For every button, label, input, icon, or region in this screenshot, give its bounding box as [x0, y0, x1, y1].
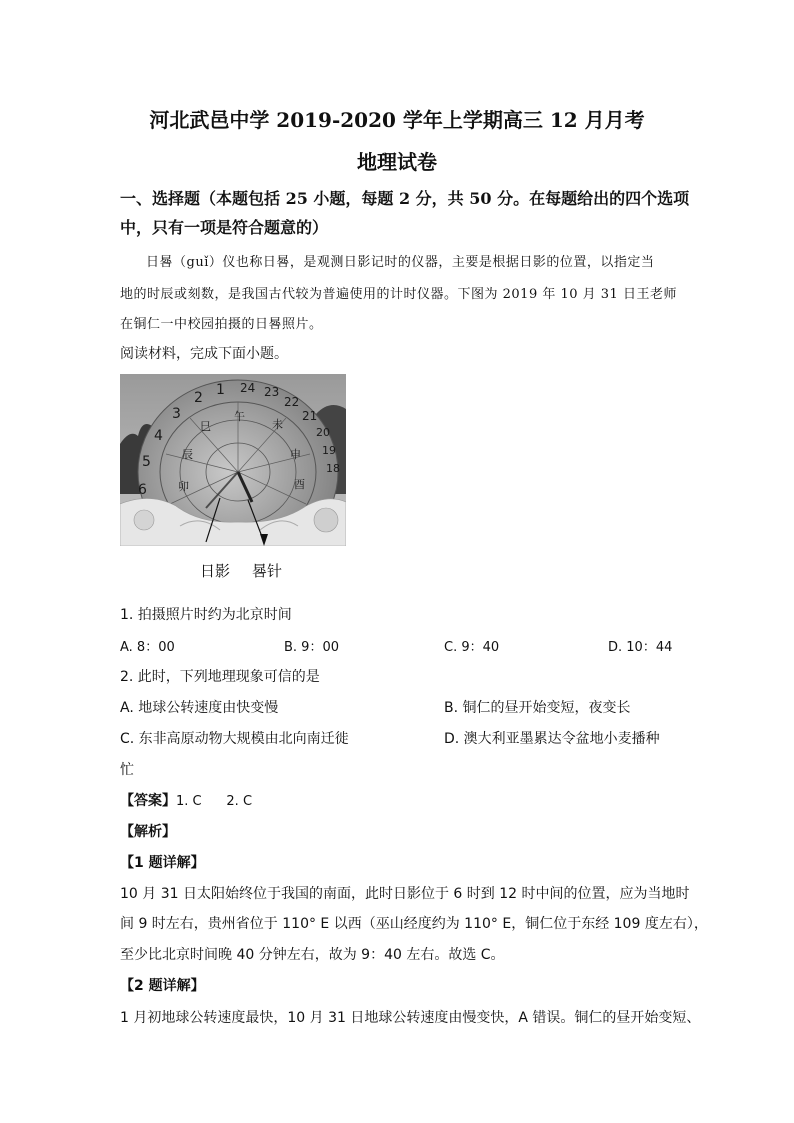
- zodiac-wei: 未: [272, 418, 283, 431]
- intro-line-2: 地的时辰或刻数，是我国古代较为普遍使用的计时仪器。下图为 2019 年 10 月 31 日王老师: [120, 287, 677, 302]
- q2-option-d: D. 澳大利亚墨累达令盆地小麦播种: [444, 731, 660, 747]
- intro-line-3: 在铜仁一中校园拍摄的日晷照片。: [120, 317, 323, 332]
- detail-2-tag: 【2 题详解】: [120, 978, 205, 994]
- hour-1: 1: [216, 382, 225, 398]
- section-heading-line2: 中，只有一项是符合题意的）: [120, 218, 329, 237]
- zodiac-you: 酉: [294, 478, 305, 491]
- zodiac-wu: 午: [234, 410, 245, 423]
- hour-23: 23: [264, 385, 280, 399]
- q2-option-b: B. 铜仁的昼开始变短，夜变长: [444, 700, 631, 716]
- exam-title: 河北武邑中学 2019-2020 学年上学期高三 12 月月考: [149, 108, 645, 132]
- detail-1-tag: 【1 题详解】: [120, 855, 205, 871]
- q2-option-c: C. 东非高原动物大规模由北向南迁徙: [120, 731, 349, 747]
- q2-option-a: A. 地球公转速度由快变慢: [120, 700, 279, 716]
- q2-option-d-wrap: 忙: [120, 762, 134, 778]
- hour-24: 24: [240, 381, 256, 395]
- answer-text: 1. C 2. C: [176, 794, 253, 809]
- hour-4: 4: [154, 428, 163, 444]
- q1-option-d: D. 10：44: [608, 640, 673, 655]
- hour-22: 22: [284, 395, 300, 409]
- sundial-photo: [120, 374, 346, 546]
- intro-line-1: 日晷（guǐ）仪也称日晷，是观测日影记时的仪器，主要是根据日影的位置，以指定当: [146, 255, 655, 270]
- q1-option-a: A. 8：00: [120, 640, 175, 655]
- hour-5: 5: [142, 454, 151, 470]
- zodiac-si: 巳: [200, 420, 211, 433]
- section-heading-line1: 一、选择题（本题包括 25 小题，每题 2 分，共 50 分。在每题给出的四个选项: [120, 189, 690, 208]
- detail-1-line-3: 至少比北京时间晚 40 分钟左右，故为 9：40 左右。故选 C。: [120, 947, 505, 963]
- zodiac-mao: 卯: [178, 480, 189, 493]
- hour-20: 20: [316, 426, 330, 439]
- question-1-stem: 1. 拍摄照片时约为北京时间: [120, 607, 292, 623]
- hour-18: 18: [326, 462, 340, 475]
- zodiac-chen: 辰: [182, 448, 193, 461]
- zodiac-shen: 申: [290, 448, 301, 461]
- read-prompt: 阅读材料，完成下面小题。: [120, 346, 288, 362]
- hour-3: 3: [172, 406, 181, 422]
- label-shadow: 日影: [200, 562, 231, 580]
- hour-2: 2: [194, 390, 203, 406]
- question-2-stem: 2. 此时，下列地理现象可信的是: [120, 669, 320, 685]
- q1-option-c: C. 9：40: [444, 640, 500, 655]
- exam-subtitle: 地理试卷: [357, 150, 437, 174]
- detail-2-line-1: 1 月初地球公转速度最快，10 月 31 日地球公转速度由慢变快，A 错误。铜仁的昼开始变短、: [120, 1010, 701, 1026]
- detail-1-line-2: 间 9 时左右，贵州省位于 110° E 以西（巫山经度约为 110° E，铜仁位于东经 109 度左右），: [120, 916, 708, 932]
- analysis-tag: 【解析】: [120, 824, 176, 840]
- detail-1-line-1: 10 月 31 日太阳始终位于我国的南面，此时日影位于 6 时到 12 时中间的位置，应为当地时: [120, 886, 690, 902]
- answer-line: [120, 790, 252, 810]
- hour-21: 21: [302, 409, 318, 423]
- label-gnomon: 晷针: [252, 562, 283, 580]
- q1-option-b: B. 9：00: [284, 640, 339, 655]
- hour-6: 6: [138, 482, 147, 498]
- hour-19: 19: [322, 444, 336, 457]
- answer-tag: 【答案】: [120, 793, 176, 809]
